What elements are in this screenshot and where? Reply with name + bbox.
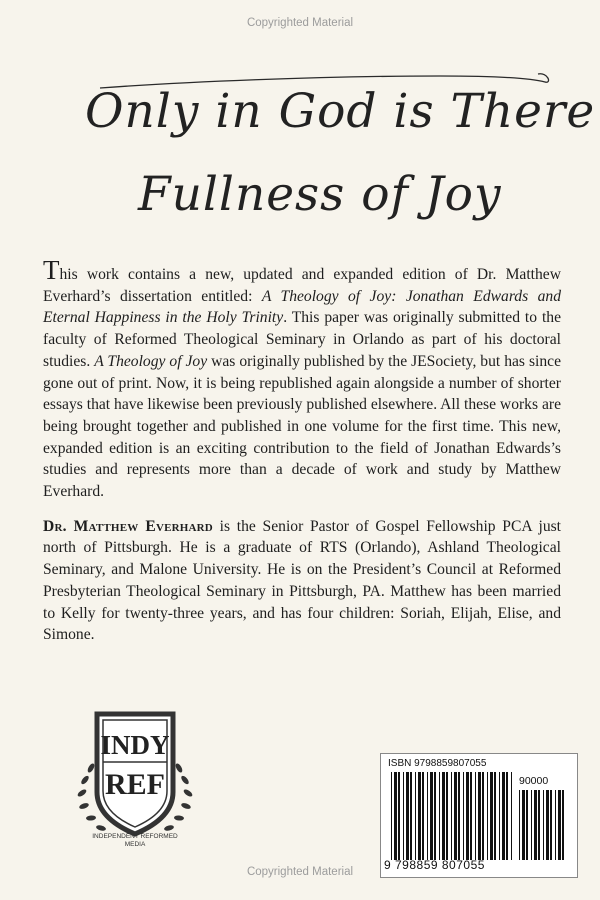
- barcode-bar: [499, 772, 500, 860]
- addon-barcode-bars: [519, 790, 569, 860]
- publisher-caption: INDEPENDENT REFORMED MEDIA: [92, 833, 178, 848]
- barcode-bar: [546, 790, 549, 860]
- barcode-bar: [451, 772, 452, 860]
- author-name: Dr. Matthew Everhard: [43, 517, 213, 535]
- barcode-bar: [555, 790, 556, 860]
- barcode-bar: [454, 772, 457, 860]
- barcode-bar: [458, 772, 460, 860]
- barcode-bar: [415, 772, 416, 860]
- barcode-bar: [482, 772, 484, 860]
- isbn-digits: 9 798859 807055: [384, 858, 485, 872]
- work-title: A Theology of Joy: Jonathan Edwards and Eternal Happiness in the Holy Trinity: [43, 287, 561, 327]
- barcode-bar: [434, 772, 436, 860]
- isbn-label: ISBN 9798859807055: [388, 758, 487, 769]
- barcode-bar: [531, 790, 532, 860]
- barcode-bar: [522, 790, 525, 860]
- title-line-2: Fullness of Joy: [138, 167, 502, 222]
- barcode-bar: [558, 790, 561, 860]
- barcode-bar: [475, 772, 476, 860]
- barcode-bar: [398, 772, 400, 860]
- back-cover-text: [43, 255, 562, 646]
- barcode-bar: [487, 772, 488, 860]
- logo-text-indy: INDY: [100, 730, 170, 760]
- barcode-bar: [466, 772, 469, 860]
- logo-text-ref: REF: [105, 768, 165, 801]
- barcode-bar: [502, 772, 505, 860]
- barcode-bar: [494, 772, 496, 860]
- barcode-bar: [538, 790, 540, 860]
- copyright-watermark-top: Copyrighted Material: [246, 17, 354, 29]
- barcode-bar: [394, 772, 397, 860]
- barcode-bar: [410, 772, 412, 860]
- barcode-bar: [534, 790, 537, 860]
- barcode-bar: [511, 772, 512, 860]
- author-bio-text: is the Senior Pastor of Gospel Fellowship PCA just north of Pittsburgh. He is a graduate of RTS (Orlando), Ashland Theological Seminary, and Malone University. He is on the President’s Council at Reformed Presbyterian Theological Seminary in Pittsburgh, PA. Matthew has been married to Kelly for twenty-three years, and has four children: Soriah, Elijah, Elise, and Simone.: [43, 517, 562, 644]
- barcode-bar: [418, 772, 421, 860]
- title-line-1: Only in God is There: [85, 84, 596, 139]
- barcode-bar: [519, 790, 520, 860]
- copyright-watermark-bottom: Copyrighted Material: [246, 866, 354, 878]
- barcode-bar: [391, 772, 392, 860]
- barcode-bar: [403, 772, 404, 860]
- work-title-short: A Theology of Joy: [94, 352, 208, 370]
- book-title: [0, 70, 600, 236]
- description-paragraph: This work contains a new, updated and expanded edition of Dr. Matthew Everhard’s dissertation entitled: A Theology of Joy: Jonathan Edwards and Eternal Happiness in the Holy Trinity. This paper was originally submitted to the faculty of Reformed Theological Seminary in Orlando as part of his doctoral studies. A Theology of Joy was originally published by the JESociety, but has since gone out of print. Now, it is being republished again alongside a number of shorter essays that have likewise been previously published elsewhere. All these works are being brought together and published in one volume for the first time. This new, expanded edition is an exciting contribution to the field of Jonathan Edwards’s studies and represents more than a decade of work and study by Matthew Everhard.: [43, 255, 561, 501]
- ean-barcode-bars: [391, 772, 515, 860]
- barcode-bar: [562, 790, 564, 860]
- barcode-bar: [526, 790, 528, 860]
- barcode-bar: [506, 772, 508, 860]
- author-bio-paragraph: [43, 516, 561, 646]
- barcode-bar: [446, 772, 448, 860]
- barcode-bar: [550, 790, 552, 860]
- barcode-bar: [478, 772, 481, 860]
- barcode-bar: [422, 772, 424, 860]
- drop-cap: T: [43, 255, 60, 285]
- barcode-bar: [470, 772, 472, 860]
- price-code: 90000: [519, 775, 549, 787]
- barcode-bar: [427, 772, 428, 860]
- barcode-bar: [490, 772, 493, 860]
- barcode-bar: [463, 772, 464, 860]
- barcode-bar: [543, 790, 544, 860]
- barcode-bar: [442, 772, 445, 860]
- isbn-barcode: [380, 753, 578, 878]
- barcode-bar: [406, 772, 409, 860]
- barcode-bar: [430, 772, 433, 860]
- barcode-bar: [439, 772, 440, 860]
